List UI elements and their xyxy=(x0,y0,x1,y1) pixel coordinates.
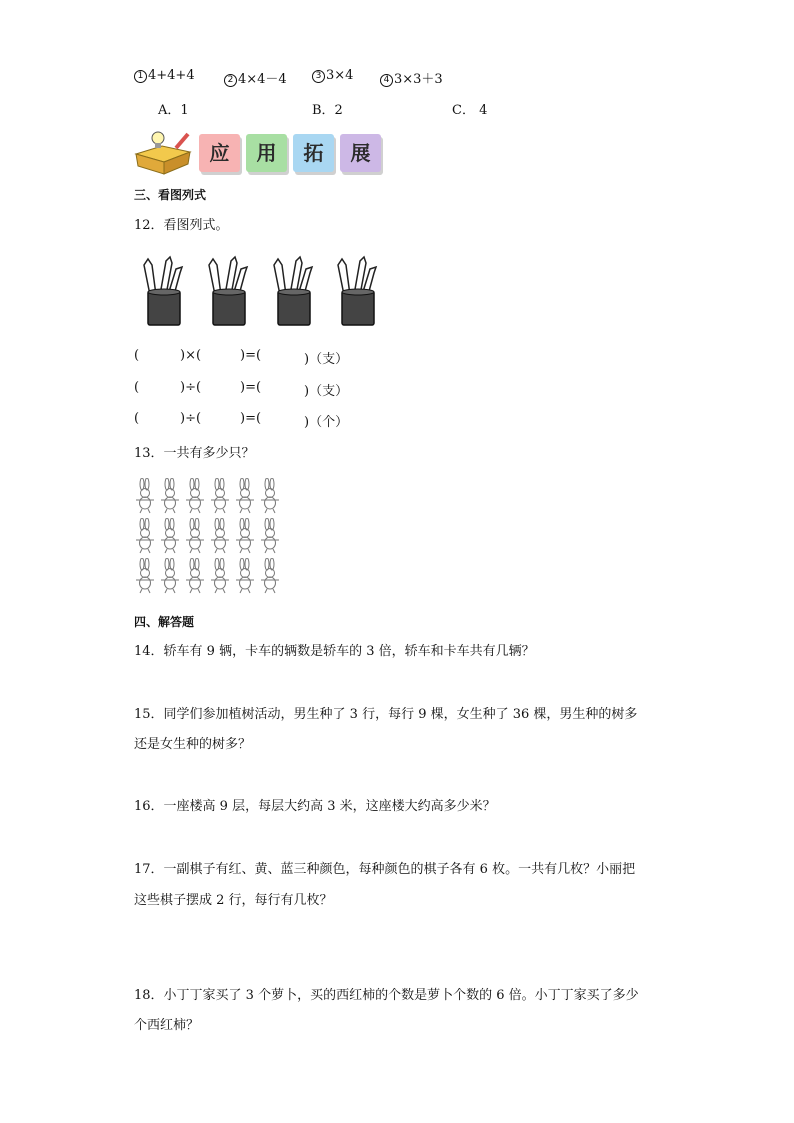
rabbit-icon xyxy=(134,518,156,554)
rabbit-icon xyxy=(159,558,181,594)
rabbit-icon xyxy=(184,558,206,594)
option-expr: 3×3＋3 xyxy=(394,72,443,87)
banner-tile-1: 应 xyxy=(199,134,240,172)
fill-close-unit: )（个） xyxy=(304,415,349,430)
section-heading-3: 三、看图列式 xyxy=(134,188,207,202)
option-expr: 4+4+4 xyxy=(148,68,195,83)
question-15-line2: 还是女生种的树多？ xyxy=(134,737,252,752)
fill-close-unit: )（支） xyxy=(304,384,349,399)
fill-row-1 xyxy=(134,348,364,366)
fill-close-unit: )（支） xyxy=(304,352,349,367)
rabbit-icon xyxy=(259,558,281,594)
choice-c: C． 4 xyxy=(452,103,488,118)
rabbit-icon xyxy=(159,518,181,554)
banner-icon xyxy=(132,128,194,176)
option-expr: 3×4 xyxy=(326,68,354,83)
banner-tile-4: 展 xyxy=(340,134,381,172)
rabbit-icon xyxy=(209,518,231,554)
pencil-cup-icon xyxy=(270,255,318,327)
option-expr: 4×4－4 xyxy=(238,72,287,87)
pencil-cup-icon xyxy=(205,255,253,327)
question-12: 12．看图列式。 xyxy=(134,218,229,233)
pencil-cup-icon xyxy=(334,255,382,327)
question-17-line1: 17．一副棋子有红、黄、蓝三种颜色，每种颜色的棋子各有 6 枚。一共有几枚？小丽把 xyxy=(134,862,636,877)
rabbit-icon xyxy=(184,478,206,514)
banner-tile-3: 拓 xyxy=(293,134,334,172)
fill-operator: )÷( xyxy=(180,380,202,395)
question-14: 14．轿车有 9 辆，卡车的辆数是轿车的 3 倍，轿车和卡车共有几辆？ xyxy=(134,644,535,659)
rabbit-icon xyxy=(209,558,231,594)
option-2 xyxy=(224,68,287,87)
option-1 xyxy=(134,68,195,83)
fill-row-2 xyxy=(134,380,364,398)
option-3 xyxy=(312,68,353,83)
rabbit-icon xyxy=(234,558,256,594)
option-4 xyxy=(380,68,443,87)
options-row xyxy=(134,68,474,86)
pencil-cup-icon xyxy=(140,255,188,327)
question-18-line1: 18．小丁丁家买了 3 个萝卜，买的西红柿的个数是萝卜个数的 6 倍。小丁丁家买了多少 xyxy=(134,988,639,1003)
circled-number: 2 xyxy=(224,74,237,87)
fill-operator: )÷( xyxy=(180,411,202,426)
rabbit-icon xyxy=(184,518,206,554)
choice-b: B．2 xyxy=(312,103,343,118)
rabbit-icon xyxy=(134,478,156,514)
rabbit-icon xyxy=(234,518,256,554)
fill-equals: )=( xyxy=(240,380,262,395)
fill-operator: )×( xyxy=(180,348,202,363)
question-15-line1: 15．同学们参加植树活动，男生种了 3 行，每行 9 棵，女生种了 36 棵，男生种的树多 xyxy=(134,707,638,722)
rabbit-icon xyxy=(134,558,156,594)
rabbit-icon xyxy=(259,478,281,514)
rabbit-icon xyxy=(159,478,181,514)
rabbit-icon xyxy=(209,478,231,514)
fill-equals: )=( xyxy=(240,348,262,363)
banner-tile-2: 用 xyxy=(246,134,287,172)
circled-number: 3 xyxy=(312,70,325,83)
question-18-line2: 个西红柿？ xyxy=(134,1018,200,1033)
question-16: 16．一座楼高 9 层，每层大约高 3 米，这座楼大约高多少米？ xyxy=(134,799,496,814)
fill-open: ( xyxy=(134,348,140,363)
circled-number: 1 xyxy=(134,70,147,83)
choice-a: A．1 xyxy=(158,103,189,118)
section-heading-4: 四、解答题 xyxy=(134,615,195,629)
rabbit-icon xyxy=(234,478,256,514)
question-13: 13．一共有多少只？ xyxy=(134,446,255,461)
fill-open: ( xyxy=(134,411,140,426)
question-17-line2: 这些棋子摆成 2 行，每行有几枚？ xyxy=(134,893,333,908)
fill-open: ( xyxy=(134,380,140,395)
rabbit-icon xyxy=(259,518,281,554)
fill-equals: )=( xyxy=(240,411,262,426)
fill-row-3 xyxy=(134,411,364,429)
circled-number: 4 xyxy=(380,74,393,87)
